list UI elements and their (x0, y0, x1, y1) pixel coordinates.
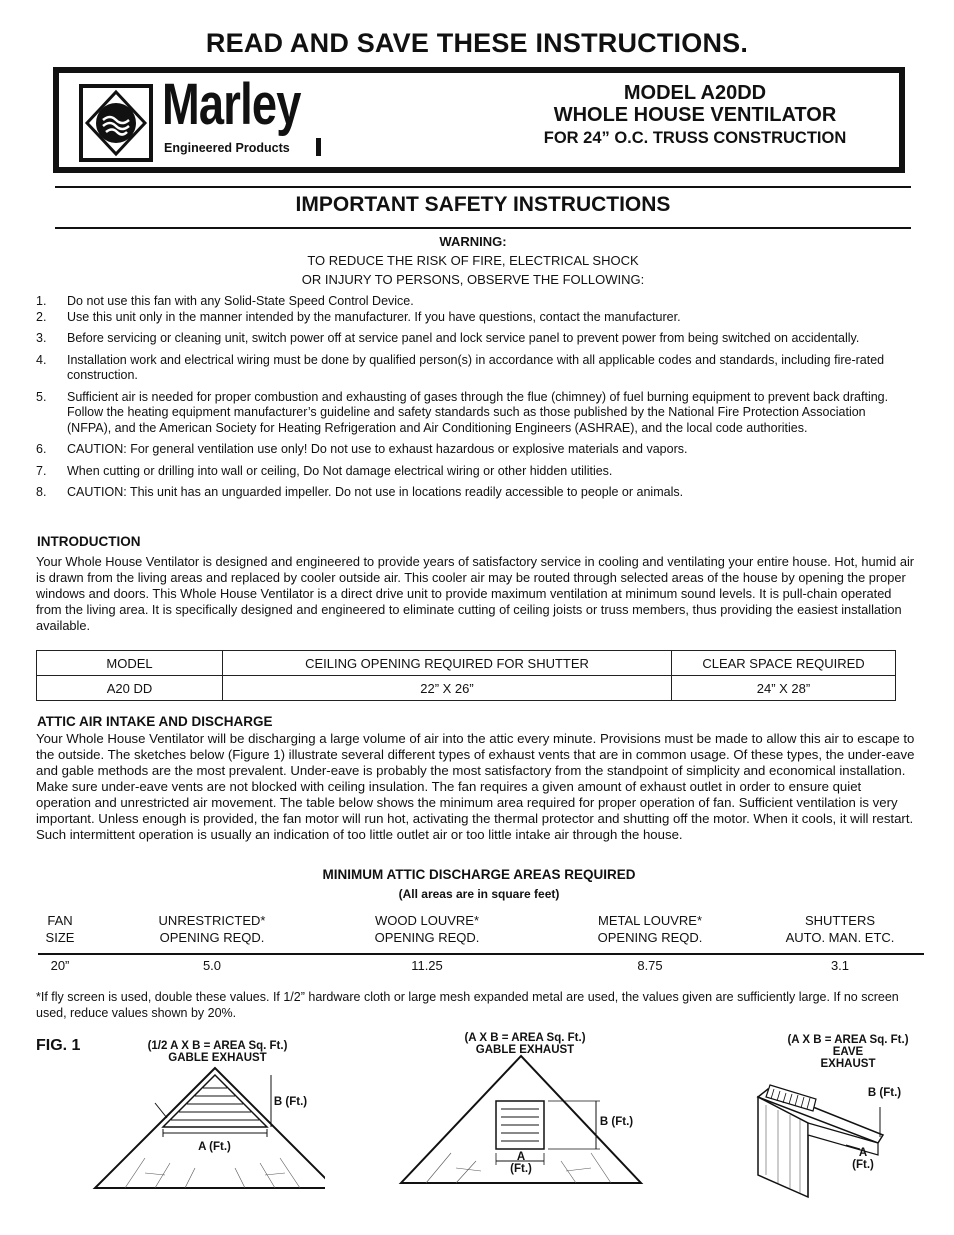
item-number: 4. (36, 352, 47, 367)
min-col-metal-louvre (570, 912, 730, 974)
gable-triangular-vent-sketch (85, 1063, 325, 1198)
item-number: 7. (36, 463, 47, 478)
sketch2-dim-a (506, 1151, 536, 1175)
col-header: OPENING REQD. (159, 930, 265, 945)
sketch1-caption (130, 1040, 305, 1064)
header-underline (55, 186, 911, 188)
list-item (36, 331, 906, 347)
table-cell: A20 DD (37, 676, 223, 701)
table-header-cell: MODEL (37, 651, 223, 676)
footnote: *If fly screen is used, double these values. If 1/2” hardware cloth or large mesh expanded metal are used, the values given are sufficiently large. If no screen used, reduce values shown by 20%. (36, 990, 899, 1020)
table-header-cell: CLEAR SPACE REQUIRED (672, 651, 896, 676)
figure-label: FIG. 1 (36, 1037, 81, 1054)
col-value: 20” (50, 958, 70, 973)
item-text: CAUTION: For general ventilation use only! Do not use to exhaust hazardous or explosive materials and vapors. (67, 442, 688, 456)
col-value: 11.25 (411, 958, 443, 973)
sketch1-dim-a: A (Ft.) (198, 1141, 231, 1153)
item-text: CAUTION: This unit has an unguarded impeller. Do not use in locations readily accessible to people or animals. (67, 485, 684, 499)
list-item (36, 390, 906, 437)
sketch2-dim-a-letter: A (516, 1151, 526, 1163)
col-value: 3.1 (830, 958, 850, 973)
spec-table (36, 650, 896, 701)
item-text: Installation work and electrical wiring must be done by qualified person(s) in accordance with all applicable codes and standards, including fire-rated construction. (67, 352, 885, 382)
item-number: 8. (36, 485, 47, 499)
sketch2-dim-a-unit: (Ft.) (510, 1163, 532, 1175)
list-item (36, 464, 906, 480)
item-text: Before servicing or cleaning unit, switch power off at service panel and lock service panel to prevent power from being switched on accidentally. (67, 331, 860, 345)
sketch2-dim-b: B (Ft.) (599, 1116, 634, 1128)
item-number: 5. (36, 389, 47, 404)
logo-accent-bar (316, 138, 321, 156)
attic-heading: ATTIC AIR INTAKE AND DISCHARGE (37, 714, 273, 729)
sketch1-dim-b: B (Ft.) (273, 1096, 308, 1108)
list-item (36, 353, 906, 384)
min-col-shutters (760, 912, 920, 974)
sketch2-formula: (A X B = AREA Sq. Ft.) (464, 1032, 586, 1044)
min-table-title: MINIMUM ATTIC DISCHARGE AREAS REQUIRED (322, 867, 636, 882)
table-cell: 22” X 26” (223, 676, 672, 701)
attic-text: Your Whole House Ventilator will be discharging a large volume of air into the attic every minute. Provisions must be made to allow this air to escape to the outside. The sketches below (Figure 1) illustrate several different types of exhaust vents that are in common usage. Of these types, the under-eave and gable methods are the most prevalent. Under-eave is probably the most satisfactory from the standpoint of simplicity and economical installation. Make sure under-eave vents are not blocked with ceiling insulation. The fan requires a given amount of exhaust outlet in order to ensure quiet operation and unrestricted air movement. The table below shows the minimum area required for proper operation of fan. Sufficient ventilation is very important. Unless enough is provided, the fan motor will run hot, activating the thermal protector and shutting off the motor. When it cools, it will restart. Such intermittent operation is usually an indication of too little outlet air or too little intake air through the house. (36, 731, 915, 842)
item-number: 3. (36, 331, 47, 345)
list-item (36, 442, 906, 458)
table-cell: 24” X 28” (672, 676, 896, 701)
col-header: AUTO. MAN. ETC. (785, 930, 895, 945)
table-header-cell: CEILING OPENING REQUIRED FOR SHUTTER (223, 651, 672, 676)
sketch3-type: EAVE (832, 1046, 864, 1058)
product-name: WHOLE HOUSE VENTILATOR (553, 104, 837, 126)
sketch1-formula: (1/2 A X B = AREA Sq. Ft.) (147, 1040, 288, 1052)
page-title: READ AND SAVE THESE INSTRUCTIONS. (205, 28, 749, 58)
col-header: FAN (47, 913, 73, 928)
item-text: Sufficient air is needed for proper combustion and exhausting of gases through the flue (chimney) of fuel burning equipment to prevent back drafting. Follow the heating equipment manufacturer’s guideline and safety standards such as those published by the National Fire Protection Association (NFPA), and the American Society for Heating Refrigeration and Air Conditioning Engineers (ASHRAE), and the local code authorities. (67, 389, 889, 435)
sketch3-dim-a-unit: (Ft.) (852, 1159, 874, 1171)
brand-subtitle: Engineered Products (164, 141, 290, 155)
sketch3-dim-a (848, 1147, 878, 1171)
safety-rule (55, 227, 911, 229)
warning-line-2: OR INJURY TO PERSONS, OBSERVE THE FOLLOWING: (301, 272, 645, 287)
introduction-heading: INTRODUCTION (37, 534, 141, 549)
min-col-wood-louvre (347, 912, 507, 974)
sketch3-dim-b: B (Ft.) (867, 1087, 902, 1099)
sketch1-type: GABLE EXHAUST (168, 1052, 267, 1064)
list-item (36, 294, 906, 310)
min-col-unrestricted (132, 912, 292, 974)
item-text: When cutting or drilling into wall or ceiling, Do Not damage electrical wiring or other hidden utilities. (67, 463, 613, 478)
col-header: OPENING REQD. (597, 930, 703, 945)
model-block (510, 82, 880, 150)
warning-line-1: TO REDUCE THE RISK OF FIRE, ELECTRICAL SHOCK (307, 253, 639, 268)
list-item (36, 485, 906, 501)
table-header-row (37, 651, 896, 676)
min-table-rule (38, 953, 924, 955)
item-text: Use this unit only in the manner intended by the manufacturer. If you have questions, contact the manufacturer. (67, 309, 681, 324)
model-number: MODEL A20DD (623, 82, 767, 104)
sketch3-type-2: EXHAUST (820, 1058, 876, 1070)
safety-list (36, 294, 906, 501)
table-row (37, 676, 896, 701)
safety-heading: IMPORTANT SAFETY INSTRUCTIONS (295, 193, 671, 216)
construction-type: FOR 24” O.C. TRUSS CONSTRUCTION (543, 129, 847, 147)
sketch3-formula: (A X B = AREA Sq. Ft.) (787, 1034, 909, 1046)
item-text: Do not use this fan with any Solid-State Speed Control Device. (67, 294, 414, 308)
sketch3-dim-a-letter: A (858, 1147, 868, 1159)
marley-logo-emblem (79, 84, 153, 162)
col-header: WOOD LOUVRE* (374, 913, 479, 928)
sketch2-type: GABLE EXHAUST (475, 1044, 575, 1056)
col-value: 8.75 (637, 958, 663, 973)
col-header: SHUTTERS (804, 913, 876, 928)
col-header: SIZE (45, 930, 75, 945)
item-number: 6. (36, 442, 47, 456)
item-number: 2. (36, 309, 47, 324)
warning-title: WARNING: (439, 234, 507, 249)
item-number: 1. (36, 294, 47, 308)
brand-logo-text: Marley (162, 72, 301, 137)
sketch3-caption (768, 1034, 928, 1070)
col-header: UNRESTRICTED* (158, 913, 266, 928)
min-col-fan (20, 912, 100, 974)
min-table-subtitle: (All areas are in square feet) (398, 887, 560, 901)
introduction-text: Your Whole House Ventilator is designed and engineered to provide years of satisfactory service in cooling and ventilating your entire house. Hot, humid air is drawn from the living areas and replaced by cooler outside air. This cooler air may be routed through selected areas of the house by opening the proper windows and doors. This Whole House Ventilator is a direct drive unit to provide maximum ventilation at minimum sound levels. It is pull-chain operated from the living area. It is specifically designed and engineered to eliminate cutting of ceiling joists or truss members, thus providing the easiest installation available. (36, 554, 915, 633)
col-header: METAL LOUVRE* (597, 913, 703, 928)
col-value: 5.0 (202, 958, 222, 973)
col-header: OPENING REQD. (374, 930, 480, 945)
list-item (36, 310, 906, 326)
